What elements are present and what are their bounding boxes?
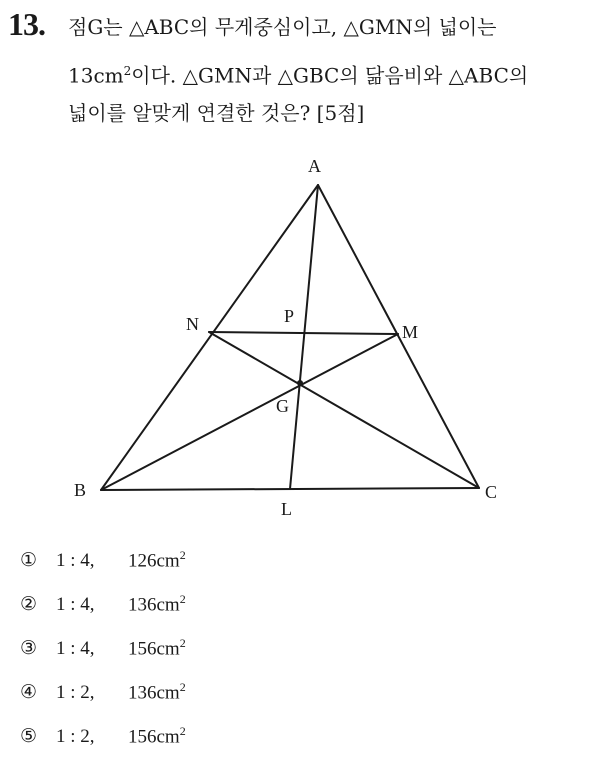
choice-area: 136cm (128, 594, 180, 616)
choice-area-exponent: 2 (179, 724, 186, 738)
choice-number: ② (20, 594, 38, 616)
centroid-point (297, 380, 303, 386)
area-exponent: 2 (123, 64, 132, 78)
choice-number: ① (20, 550, 38, 572)
segment-nm (209, 332, 398, 334)
choice-number: ⑤ (20, 726, 38, 748)
question-number: 13. (8, 6, 45, 42)
choice-1[interactable] (20, 548, 186, 572)
question-line-1: 점G는 △ABC의 무게중심이고, △GMN의 넓이는 (68, 15, 497, 39)
label-p: P (284, 306, 295, 326)
label-a: A (308, 156, 321, 176)
choice-area-exponent: 2 (179, 636, 186, 650)
choice-2[interactable] (20, 592, 186, 616)
area-value: 13cm (68, 63, 124, 88)
choice-ratio: 1 : 2, (56, 726, 95, 748)
question-line-3: 넓이를 알맞게 연결한 것은? [5점] (68, 101, 365, 125)
choice-area: 156cm (128, 638, 180, 660)
choice-5[interactable] (20, 724, 186, 748)
question-line-2-rest: 이다. △GMN과 △GBC의 닮음비와 △ABC의 (131, 63, 529, 88)
choice-area-exponent: 2 (179, 680, 186, 694)
median-bm (101, 334, 398, 490)
side-ab (101, 185, 318, 490)
label-l: L (281, 499, 292, 519)
choice-ratio: 1 : 4, (56, 594, 95, 616)
choice-area: 126cm (128, 550, 180, 572)
choice-area-exponent: 2 (179, 592, 186, 606)
label-b: B (74, 480, 87, 500)
median-al (290, 185, 318, 489)
choice-number: ④ (20, 682, 38, 704)
choice-ratio: 1 : 4, (56, 638, 95, 660)
choice-area: 136cm (128, 682, 180, 704)
label-g: G (276, 396, 289, 416)
label-c: C (485, 482, 498, 502)
label-m: M (402, 322, 419, 342)
choice-4[interactable] (20, 680, 186, 704)
choice-area-exponent: 2 (179, 548, 186, 562)
choice-number: ③ (20, 638, 38, 660)
choice-ratio: 1 : 2, (56, 682, 95, 704)
choice-area: 156cm (128, 726, 180, 748)
label-n: N (186, 314, 199, 334)
choice-ratio: 1 : 4, (56, 550, 95, 572)
choice-3[interactable] (20, 636, 186, 660)
